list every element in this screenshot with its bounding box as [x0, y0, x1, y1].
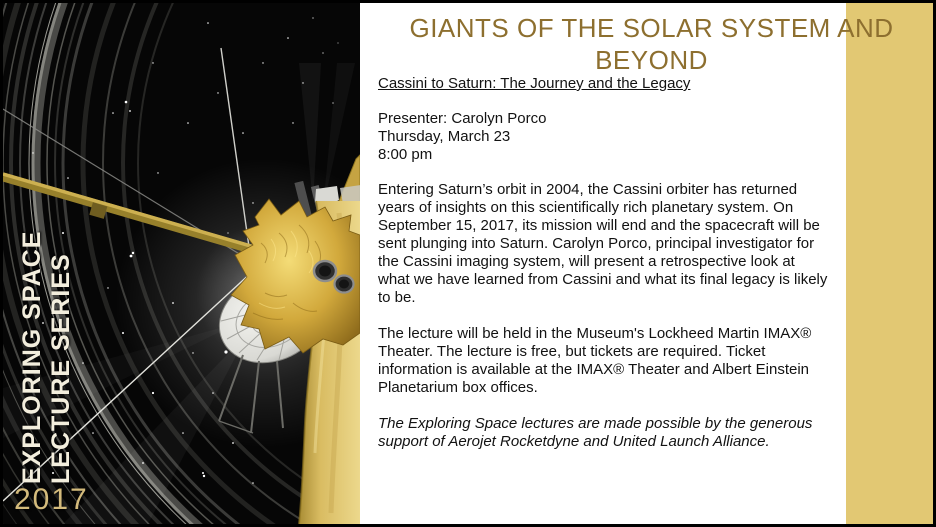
- lecture-meta: [378, 110, 828, 164]
- time-line: 8:00 pm: [378, 146, 433, 163]
- series-line-2: LECTURE SERIES: [47, 253, 75, 484]
- venue-paragraph: The lecture will be held in the Museum's Lockheed Martin IMAX® Theater. The lecture is free, but tickets are required. Ticket information is available at the IMAX® Theater and Albert Einstein Planetarium box offices.: [378, 325, 812, 396]
- description-paragraph: Entering Saturn’s orbit in 2004, the Cassini orbiter has returned years of insights on this scientifically rich planetary system. On September 15, 2017, its mission will end and the spacecraft will be sent plunging into Saturn. Carolyn Porco, principal investigator for the Cassini imaging system, will present a retrospective look at what we have learned from Cassini and what its final legacy is likely to be.: [378, 181, 828, 306]
- sponsor-credit: The Exploring Space lectures are made possible by the generous support of Aerojet Rocketdyne and United Launch Alliance.: [378, 415, 813, 450]
- content-panel: [360, 3, 933, 524]
- series-title-vertical: [18, 231, 76, 484]
- year-label: 2017: [14, 483, 89, 516]
- lecture-title: Cassini to Saturn: The Journey and the Legacy: [378, 75, 691, 92]
- page-title: GIANTS OF THE SOLAR SYSTEM AND BEYOND: [409, 13, 894, 75]
- series-line-1: EXPLORING SPACE: [18, 230, 46, 484]
- date-line: Thursday, March 23: [378, 128, 511, 145]
- lecture-details: [378, 75, 828, 451]
- photo-panel: [3, 3, 360, 524]
- presenter-line: Presenter: Carolyn Porco: [378, 110, 547, 127]
- gold-stripe: [846, 3, 933, 524]
- lecture-flyer: [3, 3, 933, 524]
